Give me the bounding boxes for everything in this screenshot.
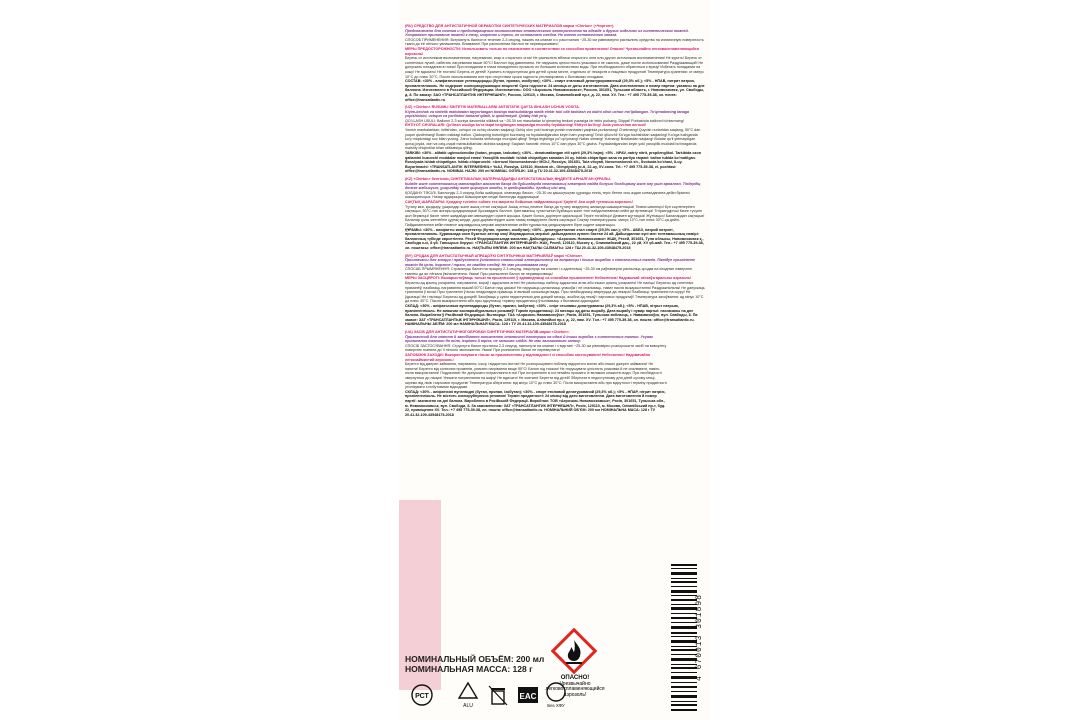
dispose-trash-icon [485,682,511,708]
nominal-block [405,654,544,674]
section-description: Kiyim-kechak va sintetik matolardan tayyorlangan boshqa mahsulotlarga statik elektr toki olib tashlash va oldini olish uchun mo'ljallangan. To'qimalarning tanaga yopishishini, uchqun va yorilishni bartaraf qiladi, iz qoldirmaydi. Qoldiq hidi yo'q. [405,109,689,119]
section-composition: TARKIBI: <30% - alifatik uglevodorodlar (butan, propan, izobutan); <30% - denaturatlangan etil spirti (29,3% hajm); <5% - NPAV, natriy nitrit, propilenglikol. Tarkibida ozon qatlamini buzuvchi moddalar mavjud emas! Yaroqlilik muddati: ishlab chiqarilgan sanadan 24 oy. Ishlab chiqarilgan sana va partiya raqami: ballon tubida ko'rsatilgan. Rossiyada ishlab chiqarilgan. Ishlab chiqaruvchi: «Aerozol Novomoskovsk» MChJ, Rossiya, 301651, Tula viloyati, Novomoskovsk sh., Svoboda ko'chasi, 8-uy. Buyurtmachi: «TRANSATLANTIK INTERNESHNL» YoAJ, Rossiya, 129110, Moskva sh., Olimpiyskiy pr-ti, 22-uy, XV-xona. Tel.: +7 495 775-39-38, el. pochtasi: office@transatlantic.ru. NOMINAL HAJM: 200 ml NOMINAL OG'IRLIK: 128 g TU 20.41.32-109-43548475-2018 [405,151,701,174]
section-heading: (UA) ЗАСІБ ДЛЯ АНТИСТАТИЧНОЇ ОБРОБКИ СИНТЕТИЧНИХ МАТЕРІАЛІВ марки «Chirton». [405,330,570,334]
section-usage: СПОСОБ ПРИМЕНЕНИЯ: Встряхнуть баллон в течение 2-3 секунд, нажать на клапан и с расстояния ~25-30 см равномерно распылить средство на изнаночную поверхность ткани до её лёгкого увлажнения. Внимание! При распылении баллон не переворачивать! [405,37,704,47]
section-warning: МЕРЫ ЗАСЦЯРОГІ: Выкарыстоўваць толькі па прызначэнні ў адпаведнасці са спосабам прымянення! Небяспечна! Надзвычай лёгкаўзгаральны аэразоль! [405,276,692,281]
section-description: Предназначено для снятия и предотвращения возникновения статического электричества на одежде и других изделиях из синтетических тканей. Устраняет прилипание тканей к телу, искрение и треск, не оставляет следов. Не имеет остаточного запаха. [405,28,689,38]
label-text-column [405,24,705,420]
section-composition: ҚҰРАМЫ: <30% - алифатты көмірсутектер (бутан, пропан, изобутан); <30% - денатуратталған этил спирті (29,3% көл.); <5% - АББЗ, натрий нитриті, пропиленгликоль. Құрамында озон бұзатын заттар жоқ! Жарамдылық мерзімі: дайындалған күннен бастап 24 ай. Дайындалған күні мен топтамасының нөмірі: баллонның түбінде көрсетілген. Ресей Федерациясында жасалған. Дайындаушы: «Аэрозоль Новомосковск» ЖШҚ, Ресей, 301651, Тула облысы, Новомосковск қ., Свобода к-сі, 8 үй. Тапсырыс беруші: «ТРАНСАТЛАНТИК ИНТЕРНЕШНЛ» ЖАҚ, Ресей, 129110, Мәскеу қ., Олимпийский даң., 22 үй, XV үй-жай. Тел.: +7 495 775-39-38, эл. поштасы: office@transatlantic.ru. НАҚТЫЛЫ КӨЛЕМІ: 200 мл НАҚТЫЛЫ САЛМАҒЫ: 128 г ТШ 20.41.32-109-43548475-2018 [405,227,704,250]
section-warning: EHTIYOT CHORALARI: Qo'llash usuliga ko'ra faqat belgilangan maqsadga muvofiq foydalaning! Ehtiyot bo'ling! Juda yonuvchan aerozol! [405,123,647,128]
section-by [405,254,705,328]
ghs-description: Чрезвычайно легковоспламеняющийся аэрозоль! [545,680,605,698]
section-uz [405,105,705,174]
ghs-title: ОПАСНО! [560,675,590,681]
section-warning: САҚТЫҚ ШАРАЛАРЫ: Қолдану тәсіліне сәйкес тек мақсаты бойынша пайдаланыңыз! Қауіпті! Аса оңай тұтанғыш аэрозоль! [405,199,633,204]
section-description: Прызначаны для зняцця і прадухілення ўзнікнення статычнай электрычнасці на вопратцы і іншых вырабах з сінтэтычных тканін. Ліквідуе прыліпанне тканін да цела, іскрэнне і трэск, не пакідае следаў. Не мае рэшткавага паху. [405,258,696,267]
certification-icons [405,680,585,714]
section-usage: ҚОЛДАНУ ТӘСІЛІ: Баллонды 2-3 секунд бойы шайқаңыз, клапанды басып, ~25-30 см қашықтықтан құралды тіннің теріс бетіне оны аздап ылғалдағанға дейін біркелкі шашыратыңыз. Назар аударыңыз! Шашыратқан кезде баллонды аудармаңыз! [405,190,690,200]
section-heading: (KZ) «Chirton» белгісінің СИНТЕТИКАЛЫҚ МАТЕРИАЛДАРДЫ АНТИСТАТИКАЛЫҚ ӨҢДЕУГЕ АРНАЛҒАН ҚҰРАЛЫ. [405,177,611,181]
section-precautions: Тұтану көзі, қыздыру, ұшқындар және ашық оттан сақтаңыз! Ашық оттың немесе басқа да тұтану көздерінің жанында шашыратпаңыз! Темекі шекпеңіз! Күн сәулелерінен сақтаңыз, 50°С-тан жоғары қыздырмаңыз! Қысымдағы баллон. Қаптаманың тұтастығын бұзбаңыз және тіпті пайдаланғаннан кейін де өртемеңіз! Тітіркендіргіш! Көзге түсуіне жол бермеңіз! Көзге тиген жағдайда көп мөлшердегі сумен жуыңыз. Қажет болса, дәрігерге қаралыңыз! Теріге тигізбеңіз! Деммен жұтпаңыз! Жұтпаңыз! Балалардан сақтаңыз! Балалар қолы жетпейтін құрғақ жерде, дәрі-дәрмектерден және тамақ өнімдерінен бөлек сақтаңыз! Сақтау температурасы: минус 10°С-тан плюс 30°С-қа дейін. Пайдаланғаннан кейін немесе жарамдылық мерзімі аяқталғаннан кейін тұрмыстық қалдықтармен бірге кәдеге жаратыңыз. [405,204,705,227]
barcode-number: 4 670013 301898 [695,594,704,682]
nominal-volume: НОМИНАЛЬНЫЙ ОБЪЁМ: 200 мл [405,654,545,664]
pct-mark-label: РСТ [415,693,429,700]
product-label [399,0,711,720]
pct-mark-icon [409,682,435,708]
section-usage: СПОСАБ ПРЫМЯНЕННЯ: Страсянуць балон на працягу 2-3 секунд, націснуць на клапан і з адлегласці ~25-30 см раўнамерна распыліць сродак на сподняю паверхню тканіны да яе лёгкага ўвільгатнення. Увага! Пры распыленні балон не пераварочваць! [405,267,692,276]
section-heading: (RU) СРЕДСТВО ДЛЯ АНТИСТАТИЧНОЙ ОБРАБОТКИ СИНТЕТИЧЕСКИХ МАТЕРИАЛОВ марки «Chirton» («Чиртон»). [405,24,615,28]
section-precautions: Беречь от источников воспламенения, нагревания, искр и открытого огня! Не распылять вблизи открытого огня или других источников воспламенения! Не курить! Беречь от солнечных лучей, избегать нагревания выше 50°С! Баллон под давлением. Не нарушать целостность упаковки и не сжигать, даже после использования! Раздражающий! Не допускать попадания в глаза! При попадании в глаза немедленно промыть их большим количеством воды. При необходимости обратиться к врачу! Избегать попадания на кожу! Не вдыхать! Не глотать! Беречь от детей! Хранить в недоступном для детей сухом месте, отдельно от лекарств и пищевых продуктов! Температура хранения: от минус 10°С до плюс 30°С. После использования или при отсутствии срока годности утилизировать с бытовыми отходами. [405,56,704,79]
eac-mark-label: EAC [519,692,537,701]
section-warning: ЗАПОБІЖНІ ЗАХОДИ: Використовувати тільки за призначенням у відповідності зі способом застосування! Небезпечно! Надзвичайно легкозаймистий аерозоль! [405,352,651,362]
flame-hazard-icon [551,628,597,674]
section-ru [405,24,705,102]
section-heading: (BY) СРОДАК ДЛЯ АНТЫСТАТЫЧНАЙ АПРАЦОЎКІ СІНТЭТЫЧНЫХ МАТЭРЫЯЛАЎ маркі «Chirton». [405,253,584,258]
recycle-alu-label: ALU [463,703,473,709]
section-kz [405,177,705,251]
section-precautions: Берегти від джерел займання, нагрівання, іскор і відкритого вогню! Не розпорошувати поблизу відкритого вогню або інших джерел займання! Не палити! Берегти від сонячних променів, уникати нагрівання вище 50°С! Балон під тиском! Не порушувати цілісність упаковки й не спалювати, навіть після використання! Подразнює! Не допускати потрапляння в очі! При потраплянні в очі негайно промити їх великою кількістю води. При необхідності звернутися до лікаря! Уникати потрапляння на шкіру! Не вдихати! Не ковтати! Берегти від дітей! Зберігати в недоступному для дітей сухому місці, окремо від ліків і харчових продуктів! Температура зберігання: від мінус 10°С до плюс 30°С. Після використання або при відсутності терміну придатності утилізувати з побутовими відходами. [405,362,667,390]
section-usage: СПОСІБ ЗАСТОСУВАННЯ: Струснути балон протягом 2-3 секунд, натиснути на клапан і з відстані ~25-30 см рівномірно розпорошити засіб на виворітну поверхню тканини до її легкого зволоження. Увага! При розпиленні балон не перевертати! [405,343,667,353]
section-precautions: Берагчы ад крыніц узгарання, награвання, іскраў і адкрытага агню! Не распыляць паблізу адкрытага агню або іншых крыніц узгарання! Не паліць! Берагчы ад сонечных прамянёў, пазбягаць награвання вышэй 50°С! Балон пад ціскам! Не парушаць цэласнасць упакоўкі і не спальваць, нават пасля выкарыстання! Раздражняльны! Не дапускаць трапляння ў вочы! Пры трапленні ў вочы неадкладна прамыць іх вялікай колькасцю вады. Пры неабходнасці звярнуцца да лекара! Пазбягаць трапляння на скуру! Не ўдыхаць! Не глытаць! Берагчы ад дзяцей! Захоўваць у сухім недаступным для дзяцей месцы, асобна ад лекаў і харчовых прадуктаў! Тэмпература захоўвання: ад мінус 10°С да плюс 30°С. Пасля выкарыстання або пры адсутнасці тэрміну прыдатнасці ўтылізаваць з бытавымі адыходамі. [405,281,705,304]
ozone-safe-label: Без ХФУ [547,703,565,708]
ozone-safe-icon [543,682,569,708]
section-ua [405,330,667,417]
section-precautions: Yonish manbalaridan, isitishdan, uchqun va ochiq olovdan saqlang! Ochiq olov yoki boshqa yonish manbalari yaqinida purkamang! Chekmang! Quyosh nurlaridan saqlang, 50°C dan yuqori qizdirmang! Bosim ostidagi ballon. Qadoqning butunligini buzmang va foydalanilgandan keyin ham yoqmang! Ta'sir qiluvchi! Ko'zga tushishidan saqlaning! Ko'zga tushganda ko'p miqdordagi suv bilan yuving. Zarur hollarda shifokorga murojaat qiling! Teriga tegishiga yo'l qo'ymang! Nafas olmang! Yutmang! Bolalardan saqlang! Bolalar qo'li yetmaydigan quruq joyda, dori va oziq-ovqat mahsulotlaridan alohida saqlang! Saqlash harorati: minus 10°C dan plyus 30°C gacha. Foydalanilgandan keyin yoki yaroqlilik muddati bo'lmaganda maishiy chiqindilar bilan utilizatsiya qiling. [405,128,701,151]
section-description: Киімде және синтетикалық маталардан жасалған басқа да бұйымдарда статикалық электрлік пайда болуын болдырмау және алу үшін арналған. Тіндердің денеге жабысуын, ұшқындау және қыршуын жояды, із қалдырмайды. Қалдық иісі жоқ. [405,181,701,191]
recycle-alu-icon [455,682,481,708]
section-composition: СОСТАВ: <30% - алифатические углеводороды (бутан, пропан, изобутан); <30% - спирт этиловый денатурированный (29,3% об.); <5% - НПАВ, нитрит натрия, пропиленгликоль. Не содержит озоноразрушающих веществ! Срок годности: 24 месяца от даты изготовления. Дата изготовления и номер партии: указаны на дне баллона. Изготовлено в Российской Федерации. Изготовитель: ООО «Аэрозоль Новомосковск», Россия, 301651, Тульская область, г. Новомосковск, ул. Свободы, д. 8. По заказу: ЗАО «ТРАНСАТЛАНТИК ИНТЕРНЕШНЛ», Россия, 129110, г. Москва, Олимпийский пр-т, д. 22, пом. XV. Тел.: +7 495 775-39-38, эл. почта: office@transatlantic.ru [405,79,705,102]
section-composition: СКЛАД: <30% - аліфатичні вуглеводні (бутан, пропан, ізобутан); <30% - спирт етиловий денатурований (29,3% об.); <5% - НПАР, нітрит натрію, пропіленгліколь. Не містить озоноруйнуючих речовин! Термін придатності: 24 місяці від дати виготовлення. Дата виготовлення й номер партії: зазначено на дні балона. Вироблено в Російській Федерації. Виробник: ТОВ «Аерозоль Новомосковськ», Росія, 301651, Тульська обл., м. Новомосковськ, вул. Свободи, 8. За замовленням: ЗАТ «ТРАНСАТЛАНТИК ІНТЕРНЕШНЛ», Росія, 129110, м. Москва, Олімпійський пр-т, буд. 22, приміщення XV. Тел.: +7 495 775-39-38, ел. пошта: office@transatlantic.ru. НОМІНАЛЬНИЙ ОБ'ЄМ: 200 мл НОМІНАЛЬНА МАСА: 128 г ТУ 20.41.32-109-43548475-2018 [405,389,666,417]
nominal-mass: НОМИНАЛЬНАЯ МАССА: 128 г [405,664,533,674]
eac-mark-icon [515,682,541,708]
section-warning: МЕРЫ ПРЕДОСТОРОЖНОСТИ: Использовать только по назначению в соответствии со способом применения! Опасно! Чрезвычайно легковоспламеняющийся аэрозоль! [405,46,699,56]
section-heading: (UZ) «Chirton» RUSUMLI SINTETIK MATERIALLARNI ANTISTATIK QAYTA ISHLASH UCHUN VOSITA. [405,105,580,110]
section-usage: QO'LLASH USULI: Ballonni 2-3 soniya davomida silkitadi va ~25-30 sm masofadan to'qimaning teskari yuzasiga bir tekis purkang. Diqqat! Purkashda ballonni to'ntarmang! [405,118,684,123]
section-description: Призначений для зняття й запобігання виникненню статичної електрики на одязі й інших виробах з синтетичних тканин. Усуває прилипання тканини до тіла, іскріння й тріск, не залишає слідів. Не має залишкового запаху. [405,334,654,344]
section-composition: СКЛАД: <30% - аліфатычныя вуглевадароды (бутан, прапан, ізабутан); <30% - спірт этылавы дэнатураваны (29,3% аб.); <5% - НПАВ, нітрыт натрыю, прапіленгліколь. Не змяшчае азонаразбуральных рэчываў! Тэрмін прыдатнасці: 24 месяцы ад даты вырабу. Дата вырабу і нумар партыі: пазначаны на дне балона. Выраблена ў Расійскай Федэрацыі. Вытворца: ТАА «Аэразоль Навамаскоўск», Расія, 301651, Тульская вобласць, г. Навамаскоўск, вул. Свабоды, 8. Па заказе: ЗАТ «ТРАНСАТЛАНТЫК ІНТЭРНЭШНЛ», Расія, 129110, г. Масква, Алімпійскі пр-т, д. 22, пам. XV. Тэл.: +7 495 775-39-38, эл. пошта: office@transatlantic.ru. НАМІНАЛЬНЫ АБ'ЁМ: 200 мл НАМІНАЛЬНАЯ МАСА: 128 г ТУ 20.41.32-109-43548475-2018 [405,304,698,327]
